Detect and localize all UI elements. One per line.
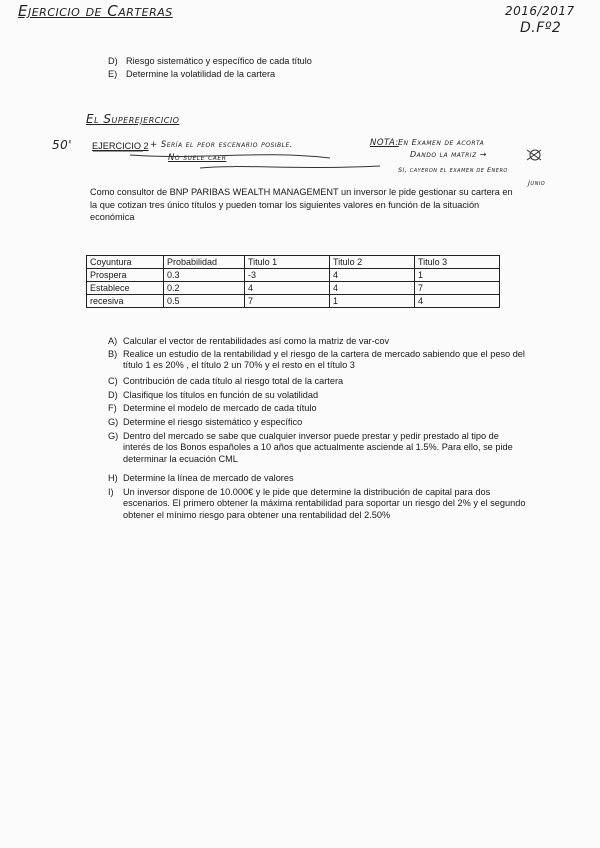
table-cell: 4 — [415, 295, 500, 308]
column-header: Probabilidad — [164, 256, 245, 269]
question-item — [108, 473, 528, 484]
intro-item-text: Determine la volatilidad de la cartera — [126, 69, 276, 79]
nota-line: Dando la matriz → — [410, 150, 487, 159]
question-text: Determine el modelo de mercado de cada título — [123, 403, 317, 413]
intro-item-label: D) — [108, 56, 118, 66]
academic-year: 2016/2017 — [505, 4, 575, 18]
question-label: A) — [108, 336, 118, 346]
table-cell: 7 — [415, 282, 500, 295]
superexercise-heading: El Superejercicio — [86, 112, 180, 126]
table-cell: 0.3 — [164, 269, 245, 282]
table-row — [87, 295, 500, 308]
question-item — [108, 390, 528, 401]
table-row — [87, 282, 500, 295]
intro-item-label: E) — [108, 69, 118, 79]
question-label: C) — [108, 376, 118, 386]
question-item — [108, 349, 528, 372]
question-label: G) — [108, 417, 119, 427]
course-code: D.Fº2 — [520, 20, 562, 36]
question-label: D) — [108, 390, 118, 400]
handwritten-note: No suele caer — [168, 153, 227, 163]
question-text: Determine la línea de mercado de valores — [123, 473, 294, 483]
question-label: F) — [108, 403, 117, 413]
question-item — [108, 431, 528, 465]
table-cell: 0.2 — [164, 282, 245, 295]
exercise-statement: Como consultor de BNP PARIBAS WEALTH MANAGEMENT un inversor le pide gestionar su cartera en la que cotizan tres único títulos y pueden tomar los siguientes valores en función de la situación económica — [90, 187, 513, 222]
intro-item-text: Riesgo sistemático y específico de cada título — [126, 56, 312, 66]
question-item — [108, 417, 528, 428]
table-cell: recesiva — [87, 295, 164, 308]
nota-line: Junio — [528, 179, 546, 187]
question-label: G) — [108, 431, 119, 441]
table-cell: Prospera — [87, 269, 164, 282]
returns-table — [86, 255, 500, 308]
question-text: Un inversor dispone de 10.000€ y le pide que determine la distribución de capital para dos escenarios. El primero obtener la máxima rentabilidad para soportar un riesgo del 2% y el segundo obtener el mínimo riesgo para obtener una rentabilidad del 2.50% — [123, 487, 526, 520]
table-row — [87, 269, 500, 282]
table-cell: 4 — [330, 282, 415, 295]
table-cell: 7 — [245, 295, 330, 308]
question-item — [108, 403, 528, 414]
question-item — [108, 376, 528, 387]
table-cell: -3 — [245, 269, 330, 282]
column-header: Titulo 3 — [415, 256, 500, 269]
question-text: Clasifique los títulos en función de su volatilidad — [123, 390, 319, 400]
handwriting-scribbles — [0, 0, 600, 200]
question-text: Realice un estudio de la rentabilidad y el riesgo de la cartera de mercado sabiendo que el peso del título 1 es 20% , el título 2 un 70% y el resto en el título 3 — [123, 349, 525, 371]
column-header: Titulo 2 — [330, 256, 415, 269]
question-label: B) — [108, 349, 118, 359]
question-label: I) — [108, 487, 114, 497]
column-header: Titulo 1 — [245, 256, 330, 269]
question-item — [108, 487, 528, 521]
table-cell: 1 — [330, 295, 415, 308]
question-text: Contribución de cada título al riesgo total de la cartera — [123, 376, 344, 386]
table-cell: 1 — [415, 269, 500, 282]
exercise-label: EJERCICIO 2 — [92, 141, 149, 151]
page-title: Ejercicio de Carteras — [18, 2, 173, 20]
table-cell: 4 — [245, 282, 330, 295]
table-cell: Establece — [87, 282, 164, 295]
question-text: Determine el riesgo sistemático y específico — [123, 417, 303, 427]
question-label: H) — [108, 473, 118, 483]
nota-line: Sí, cayeron el examen de Enero — [398, 166, 508, 174]
question-text: Dentro del mercado se sabe que cualquier inversor puede prestar y pedir prestado al tipo de interés de los Bonos españoles a 10 años que actualmente asciende al 1.5%. Para ello, se pide determinar la ecuación CML — [123, 431, 513, 464]
nota-label: NOTA: — [370, 138, 399, 148]
table-cell: 4 — [330, 269, 415, 282]
table-cell: 0.5 — [164, 295, 245, 308]
column-header: Coyuntura — [87, 256, 164, 269]
question-text: Calcular el vector de rentabilidades así como la matriz de var-cov — [123, 336, 390, 346]
question-item — [108, 336, 528, 347]
nota-line: En Examen de acorta — [398, 138, 485, 147]
time-note: 50' — [52, 138, 73, 152]
table-header-row — [87, 256, 500, 269]
handwritten-note: + Sería el peor escenario posible. — [150, 140, 294, 150]
